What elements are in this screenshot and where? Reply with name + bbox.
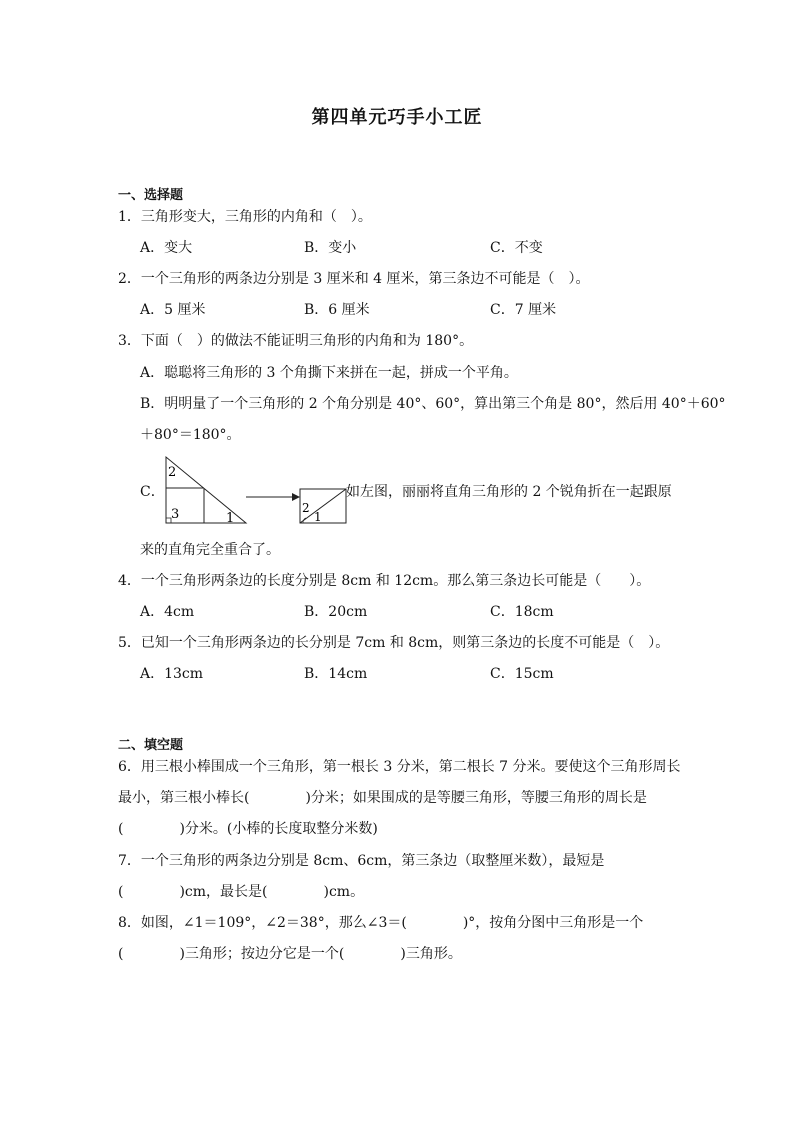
question-3-option-c-label: C． <box>140 484 165 500</box>
question-5-option-b: B．14cm <box>304 666 368 682</box>
question-6-line3: ( )分米。(小棒的长度取整分米数) <box>118 821 378 837</box>
question-2-option-c: C．7 厘米 <box>490 302 557 318</box>
question-2-stem: 2．一个三角形的两条边分别是 3 厘米和 4 厘米，第三条边不可能是（ ）。 <box>118 271 590 287</box>
question-5-option-c: C．15cm <box>490 666 554 682</box>
question-6-line2: 最小，第三根小棒长( )分米；如果围成的是等腰三角形，等腰三角形的周长是 <box>118 790 647 806</box>
question-3-option-a: A．聪聪将三角形的 3 个角撕下来拼在一起，拼成一个平角。 <box>140 365 518 381</box>
question-3-option-c-text1: 如左图，丽丽将直角三角形的 2 个锐角折在一起跟原 <box>346 484 672 500</box>
question-5-stem: 5．已知一个三角形两条边的长分别是 7cm 和 8cm，则第三条边的长度不可能是（ ）。 <box>118 635 670 651</box>
question-2-option-a: A．5 厘米 <box>140 302 206 318</box>
question-1-stem: 1．三角形变大，三角形的内角和（ ）。 <box>118 209 372 225</box>
page-title: 第四单元巧手小工匠 <box>311 107 483 128</box>
folded-angle-label-1: 1 <box>314 510 322 524</box>
question-6-line1: 6．用三根小棒围成一个三角形，第一根长 3 分米，第二根长 7 分米。要使这个三角形周长 <box>118 759 681 775</box>
section-heading-choice: 一、选择题 <box>118 188 184 203</box>
question-1-option-b: B．变小 <box>304 240 357 256</box>
question-4-stem: 4．一个三角形两条边的长度分别是 8cm 和 12cm。那么第三条边长可能是（ ）。 <box>118 573 651 589</box>
angle-label-1: 1 <box>226 511 235 526</box>
question-1-option-c: C．不变 <box>490 240 543 256</box>
question-4-option-b: B．20cm <box>304 604 368 620</box>
question-1-option-a: A．变大 <box>140 240 193 256</box>
angle-label-3: 3 <box>171 507 180 522</box>
question-5-option-a: A．13cm <box>140 666 204 682</box>
question-3-stem: 3．下面（ ）的做法不能证明三角形的内角和为 180°。 <box>118 333 474 349</box>
question-4-option-a: A．4cm <box>140 604 195 620</box>
question-3-option-c-text2: 来的直角完全重合了。 <box>140 542 280 558</box>
question-2-option-b: B．6 厘米 <box>304 302 370 318</box>
folded-angle-label-2: 2 <box>302 501 310 515</box>
question-7-line2: ( )cm，最长是( )cm。 <box>118 884 365 900</box>
folded-triangle-figure <box>160 452 350 528</box>
question-3-option-b-line2: ＋80°＝180°。 <box>140 427 241 443</box>
section-heading-fill-blank: 二、填空题 <box>118 738 184 753</box>
arrow-right-icon <box>292 493 300 501</box>
question-7-line1: 7．一个三角形的两条边分别是 8cm、6cm，第三条边（取整厘米数），最短是 <box>118 853 605 869</box>
question-3-option-b-line1: B．明明量了一个三角形的 2 个角分别是 40°、60°，算出第三个角是 80°，然后用 40°＋60° <box>140 396 726 412</box>
angle-label-2: 2 <box>168 465 177 480</box>
question-8-line1: 8．如图，∠1＝109°，∠2＝38°，那么∠3＝( )°，按角分图中三角形是一个 <box>118 915 644 931</box>
question-8-line2: ( )三角形；按边分它是一个( )三角形。 <box>118 946 462 962</box>
question-4-option-c: C．18cm <box>490 604 554 620</box>
